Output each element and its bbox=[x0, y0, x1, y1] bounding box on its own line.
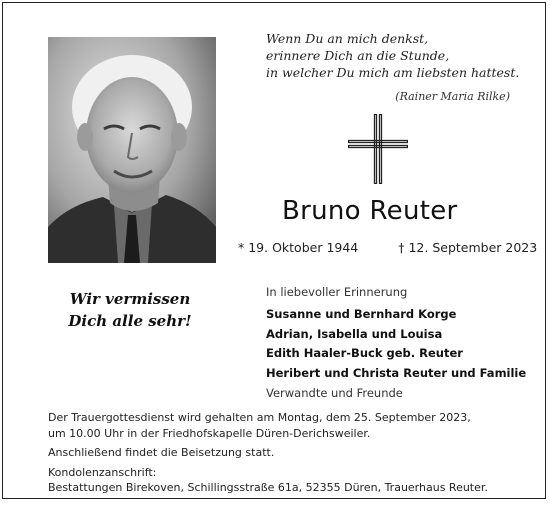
death-date: † 12. September 2023 bbox=[398, 240, 538, 255]
birth-date: * 19. Oktober 1944 bbox=[238, 240, 359, 255]
mourners-list bbox=[266, 305, 526, 383]
poem-source: (Rainer Maria Rilke) bbox=[395, 90, 510, 103]
farewell-message bbox=[60, 288, 200, 332]
service-line: um 10.00 Uhr in der Friedhofskapelle Düren-Derichsweiler. bbox=[48, 426, 371, 440]
poem-line: Wenn Du an mich denkst, bbox=[266, 31, 429, 46]
service-line: Der Trauergottesdienst wird gehalten am Montag, dem 25. September 2023, bbox=[48, 411, 471, 424]
poem bbox=[266, 30, 519, 81]
mourner-name: Adrian, Isabella und Louisa bbox=[266, 326, 443, 341]
poem-line: erinnere Dich an die Stunde, bbox=[266, 48, 450, 63]
portrait-photo bbox=[48, 37, 216, 263]
farewell-line: Dich alle sehr! bbox=[68, 312, 192, 330]
relatives-line: Verwandte und Freunde bbox=[266, 386, 403, 400]
burial-line: Anschließend findet die Beisetzung statt. bbox=[48, 446, 275, 459]
condolence-address: Bestattungen Birekoven, Schillingsstraße 61a, 52355 Düren, Trauerhaus Reuter. bbox=[48, 481, 488, 494]
deceased-name: Bruno Reuter bbox=[282, 196, 458, 226]
poem-line: in welcher Du mich am liebsten hattest. bbox=[266, 65, 520, 80]
condolence-label: Kondolenzanschrift: bbox=[48, 465, 157, 479]
farewell-line: Wir vermissen bbox=[69, 290, 191, 308]
mourner-name: Susanne und Bernhard Korge bbox=[266, 307, 457, 321]
mourner-name: Heribert und Christa Reuter und Familie bbox=[266, 365, 527, 380]
memory-intro: In liebevoller Erinnerung bbox=[266, 285, 408, 299]
life-dates bbox=[238, 240, 537, 255]
service-notice bbox=[48, 410, 488, 496]
mourner-name: Edith Haaler-Buck geb. Reuter bbox=[266, 346, 463, 360]
cross-icon bbox=[348, 114, 408, 184]
